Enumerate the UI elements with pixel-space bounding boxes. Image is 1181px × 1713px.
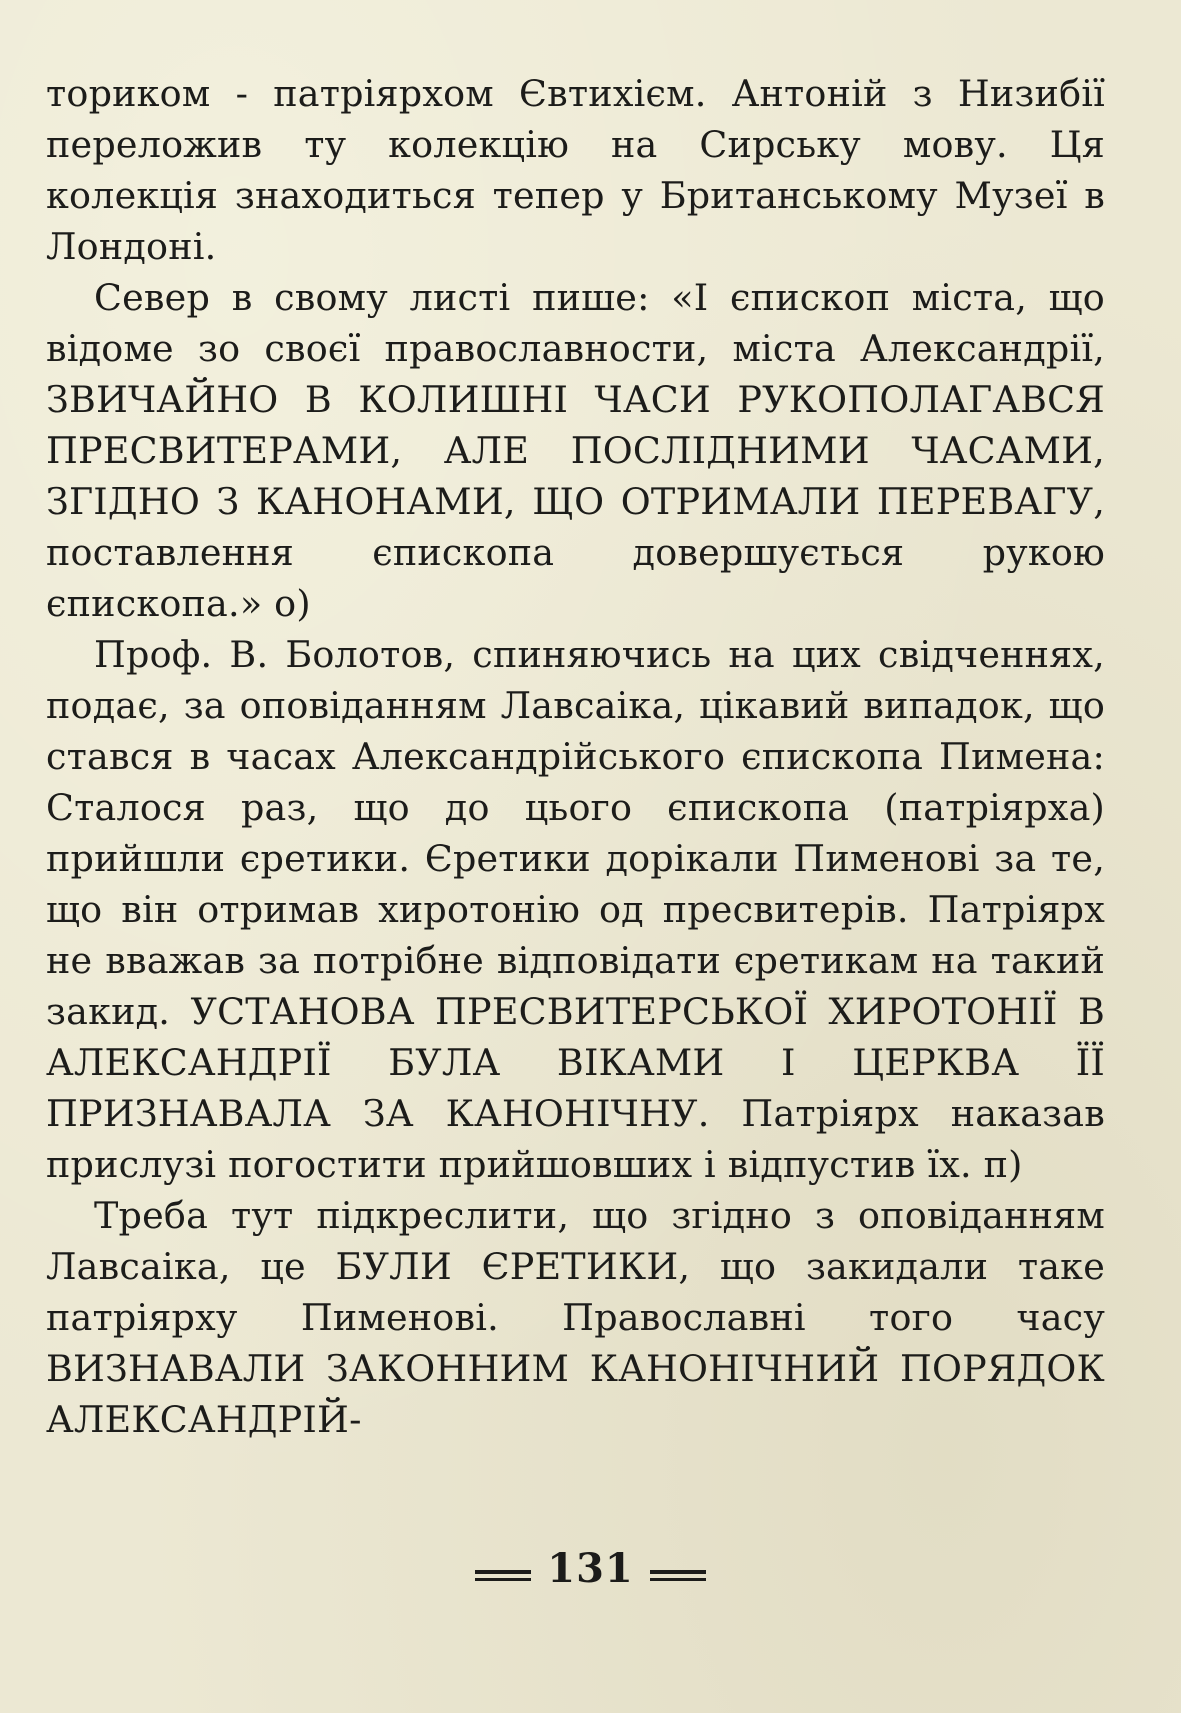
- paragraph-2: Север в свому листі пише: «І єпископ міста, що відоме зо своєї православности, міста Александрії, ЗВИЧАЙНО В КОЛИШНІ ЧАСИ РУКОПОЛАГАВСЯ ПРЕСВИТЕРАМИ, АЛЕ ПОСЛІДНИМИ ЧАСАМИ, ЗГІДНО З КАНОНАМИ, ЩО ОТРИМАЛИ ПЕРЕВАГУ, поставлення єпископа довершується рукою єпископа.» о): [46, 276, 1105, 625]
- right-dash: [650, 1570, 706, 1574]
- body-text: [46, 68, 1105, 1445]
- page-number: 131: [547, 1545, 634, 1592]
- paragraph-3: Проф. В. Болотов, спиняючись на цих свідченнях, подає, за оповіданням Лавсаіка, цікавий випадок, що стався в часах Александрійського єпископа Пимена: Сталося раз, що до цього єпископа (патріярха) прийшли єретики. Єретики дорікали Пименові за те, що він отримав хиротонію од пресвитерів. Патріярх не вважав за потрібне відповідати єретикам на такий закид. УСТАНОВА ПРЕСВИТЕРСЬКОЇ ХИРОТОНІЇ В АЛЕКСАНДРІЇ БУЛА ВІКАМИ І ЦЕРКВА ЇЇ ПРИЗНАВАЛА ЗА КАНОНІЧНУ. Патріярх наказав прислузі погостити прийшовших і відпустив їх. п): [46, 633, 1105, 1186]
- page-footer: [0, 1545, 1181, 1592]
- paragraph-1: ториком - патріярхом Євтихієм. Антоній з Низибії переложив ту колекцію на Сирську мову. Ця колекція знаходиться тепер у Британському Музеї в Лондоні.: [46, 72, 1105, 268]
- paragraph-4: Треба тут підкреслити, що згідно з оповіданням Лавсаіка, це БУЛИ ЄРЕТИКИ, що закидали таке патріярху Пименові. Православні того часу ВИЗНАВАЛИ ЗАКОННИМ КАНОНІЧНИЙ ПОРЯДОК АЛЕКСАНДРІЙ-: [46, 1194, 1105, 1441]
- left-dash: [475, 1570, 531, 1574]
